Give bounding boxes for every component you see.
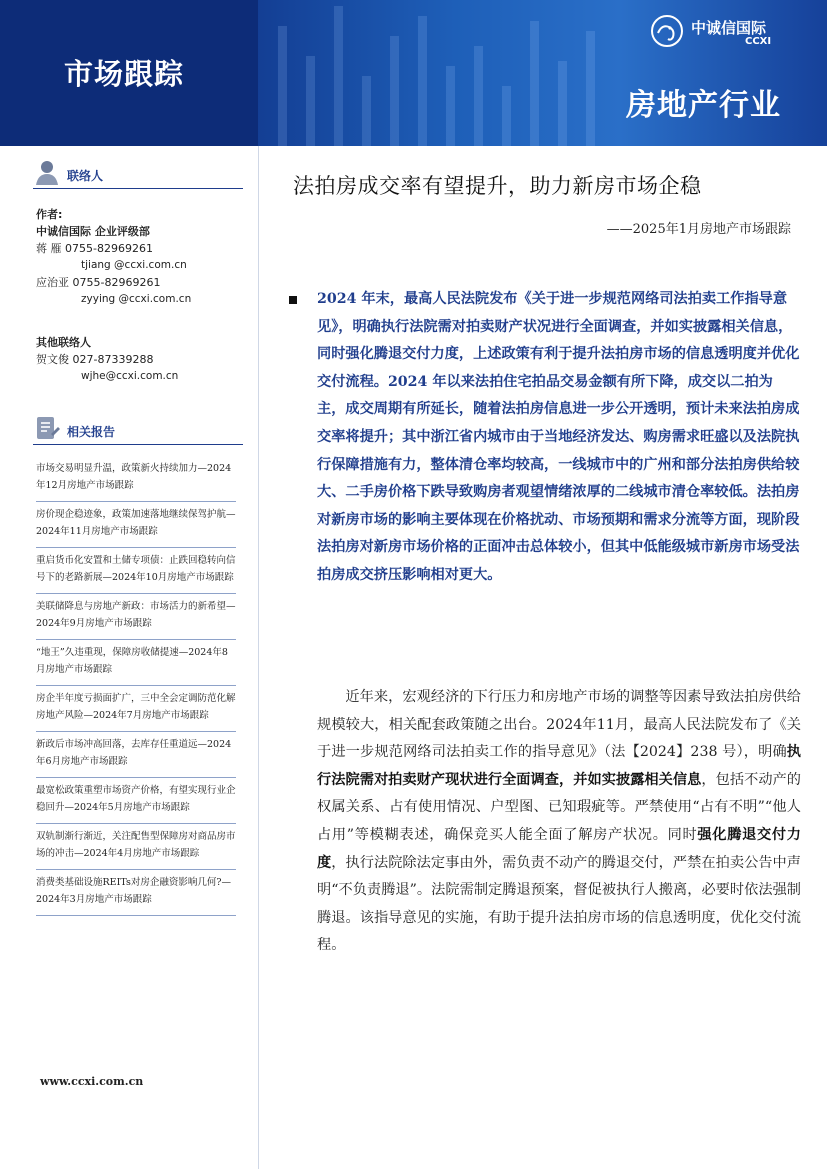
sidebar — [0, 146, 259, 1169]
logo-text-cn: 中诚信国际 — [691, 19, 767, 37]
elephant-logo-icon — [649, 14, 685, 48]
related-report-item[interactable]: 市场交易明显升温，政策新火持续加力—2024年12月房地产市场跟踪 — [36, 456, 236, 502]
author-1-phone: 0755-82969261 — [65, 242, 153, 255]
summary-paragraph: 2024 年末，最高人民法院发布《关于进一步规范网络司法拍卖工作指导意见》，明确执行法院需对拍卖财产状况进行全面调查，并如实披露相关信息，同时强化腾退交付力度，上述政策有利于提升法拍房市场的信息透明度并优化交付流程。2024 年以来法拍住宅拍品交易金额有所下降，成交以二拍为主，成交周期有所延长，随着法拍房信息进一步公开透明，预计未来法拍房成交率将提升；其中浙江省内城市由于当地经济发达、购房需求旺盛以及法院执行保障措施有力，整体清仓率均较高，一线城市中的广州和部分法拍房供给较大、二手房价格下跌导致购房者观望情绪浓厚的二线城市清仓率较低。法拍房对新房市场的影响主要体现在价格扰动、市场预期和需求分流等方面，现阶段法拍房对新房市场价格的正面冲击总体较小，但其中低能级城市新房市场受法拍房成交挤压影响相对更大。 — [317, 291, 800, 583]
report-subtitle: ——2025年1月房地产市场跟踪 — [606, 222, 791, 237]
author-2 — [36, 274, 191, 291]
related-report-item[interactable]: 最宽松政策重塑市场资产价格，有望实现行业企稳回升—2024年5月房地产市场跟踪 — [36, 778, 236, 824]
author-2-phone: 0755-82969261 — [72, 276, 161, 289]
ccxi-logo — [649, 14, 779, 54]
related-report-item[interactable]: 新政后市场冲高回落，去库存任重道远—2024年6月房地产市场跟踪 — [36, 732, 236, 778]
related-report-item[interactable]: 重启货币化安置和土储专项债：止跌回稳转向信号下的老路新展—2024年10月房地产市场跟踪 — [36, 548, 236, 594]
related-report-item[interactable]: 房价现企稳迹象，政策加速落地继续保驾护航—2024年11月房地产市场跟踪 — [36, 502, 236, 548]
related-report-item[interactable]: 双轨制渐行渐近，关注配售型保障房对商品房市场的冲击—2024年4月房地产市场跟踪 — [36, 824, 236, 870]
body-text-3: ，执行法院除法定事由外，需负责不动产的腾退交付，严禁在拍卖公告中声明“不负责腾退”。法院需制定腾退预案，督促被执行人搬离，必要时依法强制腾退。该指导意见的实施，有助于提升法拍房市场的信息透明度，优化交付流程。 — [317, 854, 801, 954]
related-report-item[interactable]: “地王”久违重现，保障房收储提速—2024年8月房地产市场跟踪 — [36, 640, 236, 686]
related-report-item[interactable]: 消费类基础设施REITs对房企融资影响几何?—2024年3月房地产市场跟踪 — [36, 870, 236, 916]
body-text-2: ，包括不动产的权属关系、占有使用情况、户型图、已知瑕疵等。严禁使用“占有不明”“他人占用”等模糊表述，确保竞买人能全面了解房产状况。同时 — [317, 771, 801, 843]
author-2-email[interactable]: zyying @ccxi.com.cn — [81, 293, 192, 305]
logo-text-en: CCXI — [745, 36, 772, 47]
report-title: 法拍房成交率有望提升，助力新房市场企稳 — [293, 174, 702, 198]
contact-person-icon — [33, 158, 61, 186]
related-report-item[interactable]: 房企半年度亏损面扩广，三中全会定调防范化解房地产风险—2024年7月房地产市场跟踪 — [36, 686, 236, 732]
author-1 — [36, 240, 191, 257]
author-block — [36, 206, 191, 308]
body-highlight-2: 强化腾退交付力度 — [317, 826, 801, 871]
body-text-1: 近年来，宏观经济的下行压力和房地产市场的调整等因素导致法拍房供给规模较大，相关配套政策随之出台。2024年11月，最高人民法院发布了《关于进一步规范网络司法拍卖工作的指导意见》（法【2024】238 号），明确 — [317, 689, 801, 761]
other-contact-block — [36, 334, 178, 385]
contacts-label: 联络人 — [67, 169, 104, 183]
other-contact-email[interactable]: wjhe@ccxi.com.cn — [81, 370, 179, 382]
report-type-title: 市场跟踪 — [64, 57, 185, 91]
author-2-name: 应治亚 — [36, 276, 69, 289]
body-paragraph — [317, 684, 801, 960]
contacts-section-header — [33, 158, 243, 189]
other-contact-phone: 027-87339288 — [72, 353, 154, 366]
other-contacts-label: 其他联络人 — [36, 336, 91, 349]
related-reports-list — [36, 456, 236, 916]
report-document-icon — [33, 414, 61, 442]
report-header — [0, 0, 827, 146]
author-1-email[interactable]: tjiang @ccxi.com.cn — [81, 259, 187, 271]
related-report-item[interactable]: 美联储降息与房地产新政：市场活力的新希望—2024年9月房地产市场跟踪 — [36, 594, 236, 640]
author-org: 中诚信国际 企业评级部 — [36, 225, 150, 238]
author-label: 作者: — [36, 208, 63, 221]
main-content — [258, 146, 827, 1169]
author-1-name: 蒋 雁 — [36, 242, 62, 255]
other-contact — [36, 351, 178, 368]
body-highlight-1: 执行法院需对拍卖财产现状进行全面调查，并如实披露相关信息 — [317, 744, 801, 788]
summary-bullet-icon — [289, 296, 297, 304]
other-contact-name: 贺文俊 — [36, 353, 69, 366]
website-link[interactable]: www.ccxi.com.cn — [40, 1075, 144, 1088]
industry-title: 房地产行业 — [626, 88, 781, 123]
related-section-header — [33, 414, 243, 445]
related-label: 相关报告 — [67, 425, 116, 439]
